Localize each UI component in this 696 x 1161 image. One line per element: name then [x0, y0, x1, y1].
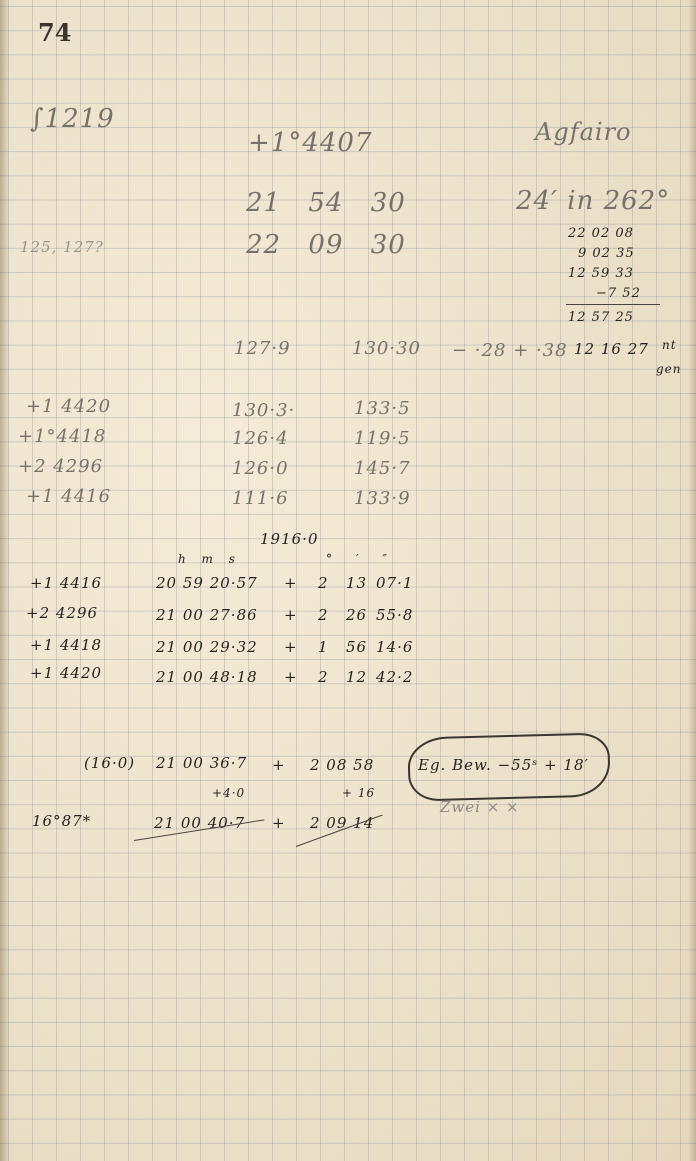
mean-label: (16·0) — [84, 754, 136, 772]
units-hms: h m s — [178, 552, 236, 566]
val-b-2: 119·5 — [354, 428, 411, 449]
pair-f: gen — [656, 362, 682, 376]
pos-m-1: 13 — [346, 574, 368, 592]
correction-dec: + 16 — [342, 786, 376, 800]
pos-s-1: 07·1 — [376, 574, 414, 592]
pos-dec-4: +1 4420 — [30, 664, 103, 682]
pos-m-4: 12 — [346, 668, 368, 686]
correction-ra: +4·0 — [212, 786, 246, 800]
val-a-3: 126·0 — [232, 458, 289, 479]
val-a-4: 111·6 — [232, 488, 289, 509]
final-ra: 21 00 40·7 — [154, 814, 246, 832]
time-2-s: 30 — [370, 230, 406, 260]
object-designation: ∫1219 — [30, 104, 115, 134]
pos-ra-1: 20 59 20·57 — [156, 574, 258, 592]
calc-line-2: 9 02 35 — [578, 246, 635, 261]
pos-sign-4: + — [284, 668, 298, 686]
final-label: 16°87* — [32, 812, 92, 830]
pos-sign-1: + — [284, 574, 298, 592]
time-1 — [246, 188, 406, 218]
decl-item-3: +2 4296 — [18, 456, 104, 477]
left-note: 125, 127? — [20, 238, 104, 256]
pos-dec-1: +1 4416 — [30, 574, 103, 592]
time-1-s: 30 — [370, 188, 406, 218]
object-name: Agfairo — [535, 118, 632, 146]
calc-line-4: −7 52 — [596, 286, 641, 301]
time-2 — [246, 230, 406, 260]
proper-motion-note: Eg. Bew. −55ˢ + 18′ — [418, 756, 589, 774]
pos-m-3: 56 — [346, 638, 368, 656]
val-b-4: 133·9 — [354, 488, 411, 509]
calc-line-1: 22 02 08 — [568, 226, 634, 241]
final-sign: + — [272, 814, 286, 832]
pos-ra-3: 21 00 29·32 — [156, 638, 258, 656]
final-dec: 2 09 14 — [310, 814, 375, 832]
calc-line-5: 12 57 25 — [568, 310, 634, 325]
edge-shadow — [688, 0, 696, 1161]
gutter-shadow — [0, 0, 10, 1161]
pair-b: 130·30 — [352, 338, 421, 359]
pencil-note: Zwei × × — [440, 798, 520, 816]
units-dms: ° ′ ″ — [326, 552, 388, 566]
pos-d-2: 2 — [318, 606, 329, 624]
mean-sign: + — [272, 756, 286, 774]
decl-item-1: +1 4420 — [26, 396, 112, 417]
val-b-1: 133·5 — [354, 398, 411, 419]
pos-dec-3: +1 4418 — [30, 636, 103, 654]
pos-d-3: 1 — [318, 638, 329, 656]
pos-dec-2: +2 4296 — [26, 604, 99, 622]
pair-a: 127·9 — [234, 338, 291, 359]
pair-d: 12 16 27 — [574, 340, 649, 358]
time-2-m: 09 — [308, 230, 344, 260]
mean-dec: 2 08 58 — [310, 756, 375, 774]
note-24-arcmin: 24′ in 262° — [516, 186, 671, 216]
pos-d-1: 2 — [318, 574, 329, 592]
pos-sign-3: + — [284, 638, 298, 656]
pair-c: − ·28 + ·38 — [452, 340, 568, 361]
mean-ra: 21 00 36·7 — [156, 754, 248, 772]
pos-s-2: 55·8 — [376, 606, 414, 624]
time-1-m: 54 — [308, 188, 344, 218]
pos-m-2: 26 — [346, 606, 368, 624]
pos-d-4: 2 — [318, 668, 329, 686]
decl-item-4: +1 4416 — [26, 486, 112, 507]
epoch: 1916·0 — [260, 530, 319, 548]
val-a-2: 126·4 — [232, 428, 289, 449]
pos-ra-4: 21 00 48·18 — [156, 668, 258, 686]
pos-s-4: 42·2 — [376, 668, 414, 686]
declination-header: +1°4407 — [248, 128, 373, 158]
time-2-h: 22 — [246, 230, 282, 260]
val-b-3: 145·7 — [354, 458, 411, 479]
pos-s-3: 14·6 — [376, 638, 414, 656]
page-number: 74 — [38, 18, 72, 47]
val-a-1: 130·3· — [232, 400, 296, 421]
decl-item-2: +1°4418 — [18, 426, 107, 447]
pos-sign-2: + — [284, 606, 298, 624]
calc-rule — [566, 304, 660, 305]
calc-line-3: 12 59 33 — [568, 266, 634, 281]
pair-e: nt — [662, 338, 677, 352]
pos-ra-2: 21 00 27·86 — [156, 606, 258, 624]
time-1-h: 21 — [246, 188, 282, 218]
